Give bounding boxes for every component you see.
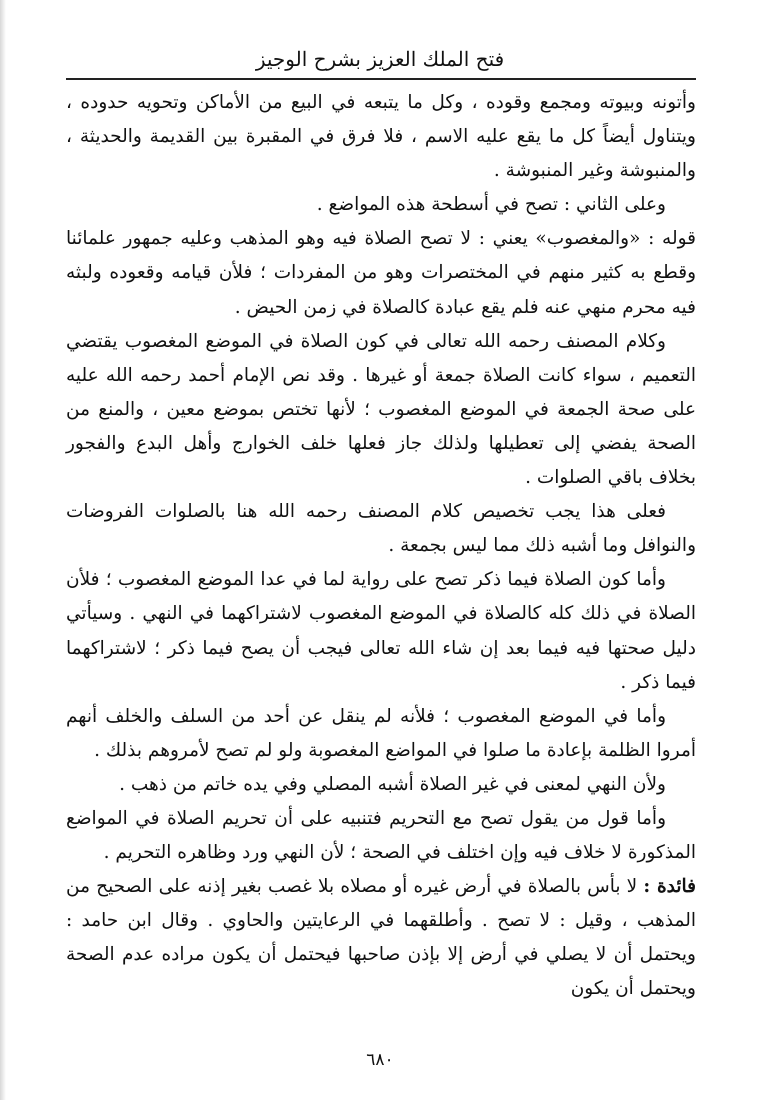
paragraph: وأما في الموضع المغصوب ؛ فلأنه لم ينقل عن أحد من السلف والخلف أنهم أمروا الظلمة بإعادة ما صلوا في المواضع المغصوبة ولو لم تصح لأمروهم بذلك .: [66, 705, 696, 761]
note-label: فائدة :: [643, 876, 696, 898]
paragraph: وأتونه وبيوته ومجمع وقوده ، وكل ما يتبعه في البيع من الأماكن وتحويه حدوده ، ويتناول أيضاً كل ما يقع عليه الاسم ، فلا فرق في المقبرة بين القديمة والحديثة ، والمنبوشة وغير المنبوشة .: [66, 92, 696, 182]
running-header: فتح الملك العزيز بشرح الوجيز: [255, 47, 505, 71]
paragraph: وأما كون الصلاة فيما ذكر تصح على رواية لما في عدا الموضع المغصوب ؛ فلأن الصلاة في ذلك كله كالصلاة في الموضع المغصوب لاشتراكهما في النهي . وسيأتي دليل صحتها فيه فيما بعد إن شاء الله تعالى فيجب أن يصح فيما ذكر ؛ لاشتراكهما فيما ذكر .: [66, 569, 696, 693]
body-text: [66, 86, 696, 1007]
note-paragraph: [66, 870, 696, 1006]
paragraph: وكلام المصنف رحمه الله تعالى في كون الصلاة في الموضع المغصوب يقتضي التعميم ، سواء كانت الصلاة جمعة أو غيرها . وقد نص الإمام أحمد رحمه الله عليه على صحة الجمعة في الموضع المغصوب ؛ لأنها تختص بموضع معين ، والمنع من الصحة يفضي إلى تعطيلها ولذلك جاز فعلها خلف الخوارج وأهل البدع والفجور بخلاف باقي الصلوات .: [66, 330, 696, 489]
paragraph: وعلى الثاني : تصح في أسطحة هذه المواضع .: [316, 194, 666, 216]
page-edge: [0, 0, 6, 1100]
paragraph: فعلى هذا يجب تخصيص كلام المصنف رحمه الله هنا بالصلوات الفروضات والنوافل وما أشبه ذلك مما ليس بجمعة .: [66, 501, 696, 557]
note-text: لا بأس بالصلاة في أرض غيره أو مصلاه بلا غصب بغير إذنه على الصحيح من المذهب ، وقيل : لا تصح . وأطلقهما في الرعايتين والحاوي . وقال ابن حامد : ويحتمل أن لا يصلي في أرض إلا بإذن صاحبها فيحتمل أن يكون مراده عدم الصحة ويحتمل أن يكون: [66, 876, 696, 1000]
paragraph: قوله : «والمغصوب» يعني : لا تصح الصلاة فيه وهو المذهب وعليه جمهور علمائنا وقطع به كثير منهم في المختصرات وهو من المفردات ؛ فلأن قيامه وقعوده ولبثه فيه محرم منهي عنه فلم يقع عبادة كالصلاة في زمن الحيض .: [66, 228, 696, 318]
paragraph: ولأن النهي لمعنى في غير الصلاة أشبه المصلي وفي يده خاتم من ذهب .: [119, 773, 666, 795]
header-rule: [66, 78, 696, 80]
page-number: ٦٨٠: [366, 1050, 394, 1070]
paragraph: وأما قول من يقول تصح مع التحريم فتنبيه على أن تحريم الصلاة في المواضع المذكورة لا خلاف فيه وإن اختلف في الصحة ؛ لأن النهي ورد وظاهره التحريم .: [66, 807, 696, 864]
